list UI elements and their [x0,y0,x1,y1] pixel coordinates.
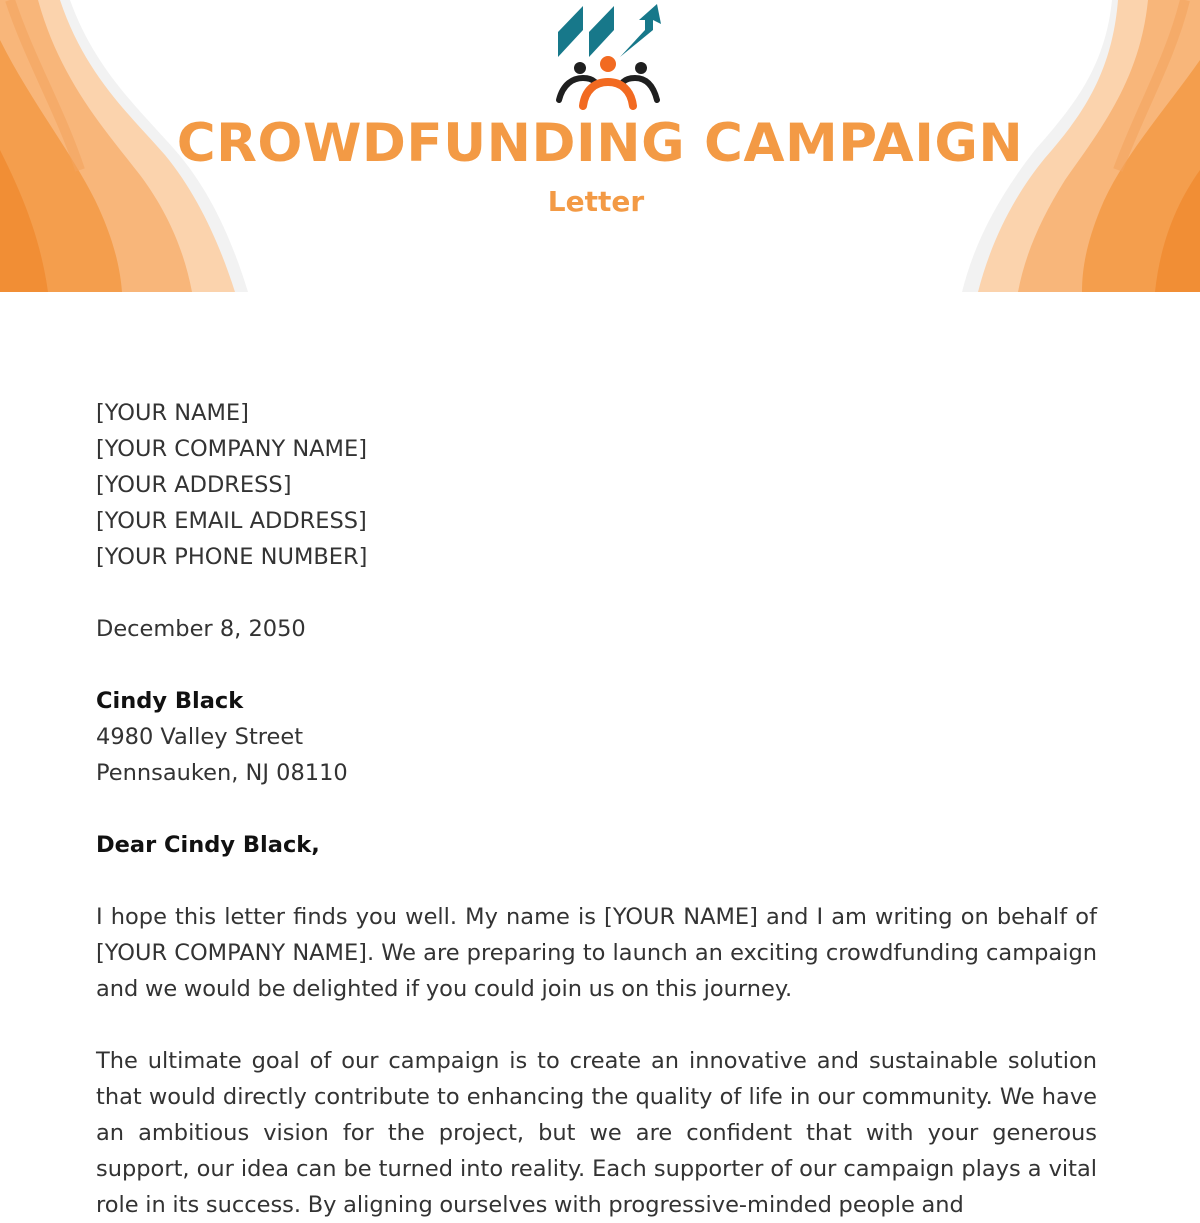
letterhead [0,0,1200,292]
sender-phone: [YOUR PHONE NUMBER] [96,544,368,570]
recipient-city: Pennsauken, NJ 08110 [96,760,348,786]
letter-date: December 8, 2050 [96,616,306,642]
sender-company: [YOUR COMPANY NAME] [96,436,367,462]
sender-block [96,395,1097,575]
letter-body [96,395,1097,1223]
sender-address: [YOUR ADDRESS] [96,472,292,498]
recipient-name: Cindy Black [96,688,244,714]
recipient-street: 4980 Valley Street [96,724,304,750]
sender-email: [YOUR EMAIL ADDRESS] [96,508,367,534]
body-paragraph: I hope this letter finds you well. My name is [YOUR NAME] and I am writing on behalf of [YOUR COMPANY NAME]. We are preparing to launch an exciting crowdfunding campaign and we would be delighted if you could join us on this journey. [96,904,1097,1002]
crowdfunding-growth-people-icon [553,2,663,110]
salutation: Dear Cindy Black, [96,832,320,858]
body-paragraph: The ultimate goal of our campaign is to create an innovative and sustainable solution that would directly contribute to enhancing the quality of life in our community. We have an ambitious vision for the project, but we are confident that with your generous support, our idea can be turned into reality. Each supporter of our campaign plays a vital role in its success. By aligning ourselves with progressive-minded people and [96,1048,1097,1218]
document-title: CROWDFUNDING CAMPAIGN [176,113,1024,174]
recipient-block [96,683,1097,791]
sender-name: [YOUR NAME] [96,400,249,426]
document-subtitle: Letter [547,185,645,218]
